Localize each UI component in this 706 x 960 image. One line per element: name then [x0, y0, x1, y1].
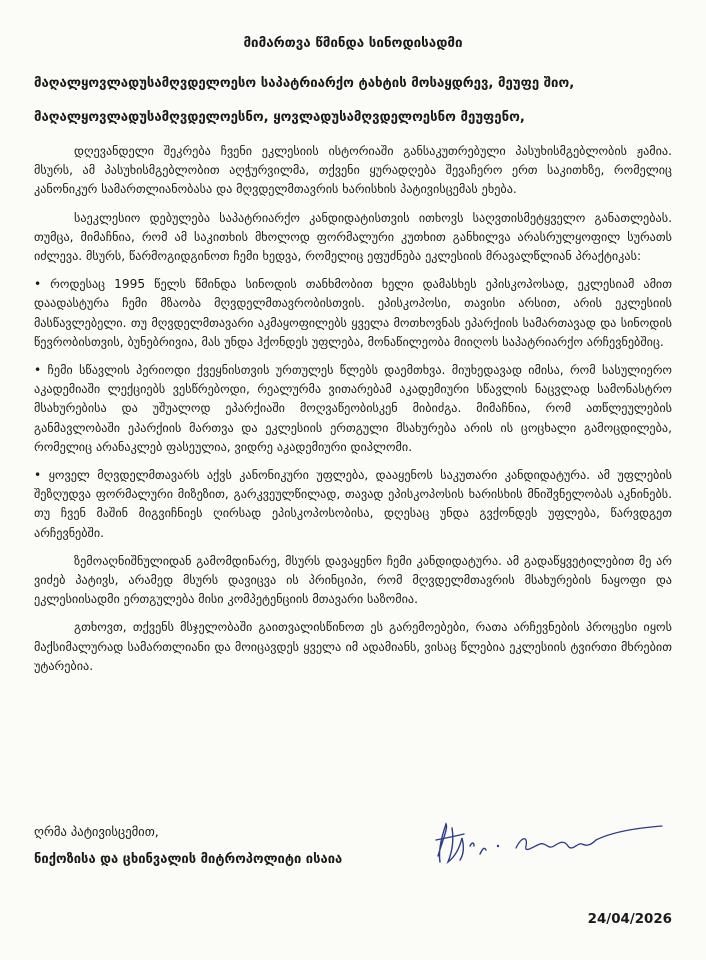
signer-name: ნიქოზისა და ცხინვალის მიტროპოლიტი ისაია: [34, 852, 343, 867]
letter-body: [34, 142, 672, 685]
handwritten-signature: [430, 816, 670, 876]
closing-line: ღრმა პატივისცემით,: [34, 824, 159, 839]
paragraph-regulation: საეკლესიო დებულება საპატრიარქო კანდიდატისთვის ითხოვს საღვთისმეტყველო განათლებას. თუმცა, მიმაჩნია, რომ ამ საკითხის მხოლოდ ფორმალური კუთხით განხილვა არასრულყოფილ სურათს იძლევა. მსურს, წარმოგიდგინოთ ჩემი ხედვა, რომელიც ეფუძნება ეკლესიის მრავალწლიან პრაქტიკას:: [34, 210, 672, 264]
paragraph-intro: დღევანდელი შეკრება ჩვენი ეკლესიის ისტორიაში განსაკუთრებული პასუხისმგებლობის ჟამია. მსურს, ამ პასუხისმგებლობით აღჭურვილმა, თქვენი ყურადღება შევაჩერო ერთ საკითხზე, რომელიც კანონიკურ სამართლიანობასა და მღვდელმთავრის ხარისხის პატივისცემას ეხება.: [34, 144, 672, 197]
addressee-line-2: მაღალყოვლადუსამღვდელოესნო, ყოვლადუსამღვდელოესნო მეუფენო,: [34, 110, 525, 125]
bullet-paragraph: • როდესაც 1995 წელს წმინდა სინოდის თანხმობით ხელი დამასხეს ეპისკოპოსად, ეკლესიამ ამით დაადასტურა ჩემი მზაობა მღვდელმთავრობისთვის. ეპისკოპოსი, თავისი არსით, არის ეკლესიის მასწავლებელი. თუ მღვდელმთავარი აკმაყოფილებს ყველა მოთხოვნას ეპარქიის სამართავად და სინოდის წევრობისთვის, ბუნებრივია, მას უნდა ჰქონდეს უფლება, მონაწილეობა მიიღოს საპატრიარქო არჩევნებშიც.: [34, 277, 672, 349]
bullet-paragraph: • ჩემი სწავლის პერიოდი ქვეყნისთვის ურთულეს წლებს დაემთხვა. მიუხედავად იმისა, რომ სასულიერო აკადემიაში ლექციებს ვესწრებოდი, რეალურმა ვითარებამ აკადემიური სწავლის ნაცვლად სამონასტრო მსახურებისა და უშუალოდ ეპარქიაში მოღვაწეობისკენ მიბიძგა. მიმაჩნია, რომ ათწლეულების განმავლობაში ეპარქიის მართვა და ეკლესიის ერთგული მსახურება არის ის ცოცხალი გამოცდილება, რომელიც არანაკლებ ფასეულია, ვიდრე აკადემიური დიპლომი.: [34, 363, 672, 454]
addressee-line-1: მაღალყოვლადუსამღვდელოესო საპატრიარქო ტახტის მოსაყდრევ, მეუფე შიო,: [34, 76, 575, 91]
paragraph-request: გთხოვთ, თქვენს მსჯელობაში გაითვალისწინოთ ეს გარემოებები, რათა არჩევნების პროცესი იყოს მაქსიმალურად სამართლიანი და მოიცავდეს ყველა იმ ადამიანს, ვისაც წლებია ეკლესიის ტვირთი მხრებით უტარებია.: [34, 620, 672, 673]
letter-title: მიმართვა წმინდა სინოდისადმი: [243, 36, 463, 51]
bullet-paragraph: • ყოველ მღვდელმთავარს აქვს კანონიკური უფლება, დააყენოს საკუთარი კანდიდატურა. ამ უფლების შეზღუდვა ფორმალური მიზეზით, გარკვეულწილად, თავად ეპისკოპოსის ხარისხის მნიშვნელობას აკნინებს. თუ ჩვენ მაშინ მიგვიჩნიეს ღირსად ეპისკოპოსობისა, დღესაც უნდა გვქონდეს უფლება, წარვდგეთ არჩევნებში.: [34, 468, 672, 540]
paragraph-candidacy: ზემოაღნიშნულიდან გამომდინარე, მსურს დავაყენო ჩემი კანდიდატურა. ამ გადაწყვეტილებით მე არ ვიძებ პატივს, არამედ მსურს დავიცვა ის პრინციპი, რომ მღვდელმთავრის მსახურების ნაყოფი და ეკლესიისადმი ერთგულება მისი კომპეტენციის მთავარი საზომია.: [34, 553, 672, 607]
letter-date: 24/04/2026: [587, 912, 672, 927]
